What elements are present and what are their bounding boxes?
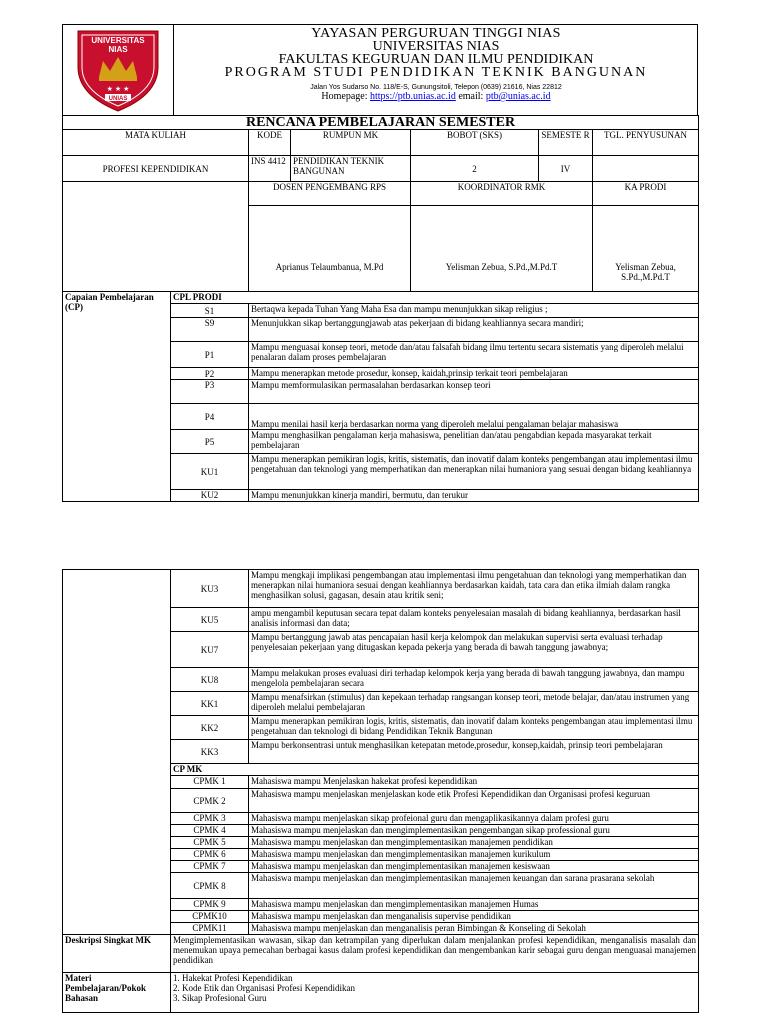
cpmk-text: Mahasiswa mampu menjelaskan dan mengimplementasikan pengembangan sikap professional guru bbox=[249, 825, 699, 837]
value-semester: IV bbox=[539, 156, 593, 182]
cpl-text: Mampu menafsirkan (stimulus) dan kepekaan terhadap rangsangan konsep teori, metode belajar, dan/atau instrumen yang diperoleh melalui pembelajaran bbox=[249, 692, 699, 716]
cpl-text: Bertaqwa kepada Tuhan Yang Maha Esa dan mampu menunjukkan sikap religius ; bbox=[249, 304, 699, 318]
materi-label: Materi Pembelajaran/Pokok Bahasan bbox=[63, 973, 171, 1013]
cpl-text: Mampu menunjukkan kinerja mandiri, bermutu, dan terukur bbox=[249, 490, 699, 502]
value-kode: INS 4412 bbox=[249, 156, 291, 182]
program-name: PROGRAM STUDI PENDIDIKAN TEKNIK BANGUNAN bbox=[224, 65, 648, 80]
value-rumpun: PENDIDIKAN TEKNIK BANGUNAN bbox=[291, 156, 411, 182]
value-mata-kuliah: PROFESI KEPENDIDIKAN bbox=[63, 156, 249, 182]
cpmk-text: Mahasiswa mampu menjelaskan sikap profeional guru dan mengaplikasikannya dalam profesi guru bbox=[249, 813, 699, 825]
cpl-text: Mampu mengkaji implikasi pengembangan atau implementasi ilmu pengetahuan dan teknologi yang memperhatikan dan menerapkan nilai humaniora sesuai dengan keahliannya berdasarkan kaidah, tata cara dan etika ilmiah dalam rangka menghasilkan solusi, gagasan, desain atau kritik seni; bbox=[249, 570, 699, 608]
cpl-code: S9 bbox=[171, 318, 249, 342]
cpmk-code: CPMK 3 bbox=[171, 813, 249, 825]
university-logo-icon bbox=[63, 25, 173, 115]
col-header-kode: KODE bbox=[249, 130, 291, 156]
cpl-text: Mampu berkonsentrasi untuk menghasilkan ketepatan metode,prosedur, konsep,kaidah, prinsip teori pembelajaran bbox=[249, 740, 699, 764]
cpl-code: P5 bbox=[171, 430, 249, 454]
foundation-name: YAYASAN PERGURUAN TINGGI NIAS bbox=[311, 26, 561, 41]
materi-item: 2. Kode Etik dan Organisasi Profesi Kependidikan bbox=[173, 983, 356, 993]
cpmk-code: CPMK 1 bbox=[171, 776, 249, 789]
cp-label-continued bbox=[63, 570, 171, 935]
cpl-text: Mampu memformulasikan permasalahan berdasarkan konsep teori bbox=[249, 380, 699, 404]
svg-text:★ ★ ★: ★ ★ ★ bbox=[106, 86, 130, 93]
col-header-tgl: TGL. PENYUSUNAN bbox=[593, 130, 699, 156]
cpl-code: KK3 bbox=[171, 740, 249, 764]
cpl-code: KK1 bbox=[171, 692, 249, 716]
rps-table-page1 bbox=[62, 115, 698, 502]
cp-label: Capaian Pembelajaran (CP) bbox=[63, 292, 171, 502]
cpl-text: Mampu menghasilkan pengalaman kerja mahasiswa, penelitian dan/atau pengabdian kepada masyarakat terkait pembelajaran bbox=[249, 430, 699, 454]
svg-text:NIAS: NIAS bbox=[108, 45, 128, 54]
cpl-code: KU1 bbox=[171, 454, 249, 490]
cpmk-code: CPMK 5 bbox=[171, 837, 249, 849]
email-link[interactable]: ptb@unias.ac.id bbox=[485, 91, 551, 102]
materi-item: 3. Sikap Profesional Guru bbox=[173, 993, 267, 1003]
cpl-code: P4 bbox=[171, 404, 249, 430]
sign-name-koordinator: Yelisman Zebua, S.Pd.,M.Pd.T bbox=[411, 262, 593, 292]
cpmk-code: CPMK 7 bbox=[171, 861, 249, 873]
cpl-code: KU8 bbox=[171, 668, 249, 692]
cpl-code: P2 bbox=[171, 368, 249, 380]
empty-sign-label bbox=[63, 182, 249, 292]
cpmk-text: Mahasiswa mampu menjelaskan dan mengimplementasikan manajemen kesiswaan bbox=[249, 861, 699, 873]
rps-table-page2 bbox=[62, 569, 698, 1013]
cpl-text: Menunjukkan sikap bertanggungjawab atas pekerjaan di bidang keahliannya secara mandiri; bbox=[249, 318, 699, 342]
cpl-text: Mampu menguasai konsep teori, metode dan/atau falsafah bidang ilmu tertentu secara sistematis yang diperoleh melalui penalaran dalam proses pembelajaran bbox=[249, 342, 699, 368]
email-label: email: bbox=[458, 91, 484, 102]
cpl-code: KU3 bbox=[171, 570, 249, 608]
svg-text:UNIAS: UNIAS bbox=[108, 96, 128, 102]
cpl-prodi-heading: CPL PRODI bbox=[171, 292, 699, 304]
cpmk-text: Mahasiswa mampu menjelaskan dan mengimplementasikan manajemen Humas bbox=[249, 899, 699, 911]
address: Jalan Yos Sudarso No. 118/E-S, Gunungsitoli, Telepon (0639) 21616, Nias 22812 bbox=[310, 84, 562, 91]
sign-header-kaprodi: KA PRODI bbox=[593, 182, 699, 206]
cpl-text: Mampu menilai hasil kerja berdasarkan norma yang diperoleh melalui pengalaman belajar mahasiswa bbox=[249, 404, 699, 430]
cpmk-text: Mahasiswa mampu menjelaskan dan mengimplementasikan manajemen kurikulum bbox=[249, 849, 699, 861]
sign-header-dosen: DOSEN PENGEMBANG RPS bbox=[249, 182, 411, 206]
contact-line bbox=[173, 92, 699, 102]
rps-title: RENCANA PEMBELAJARAN SEMESTER bbox=[63, 116, 699, 130]
cpl-code: KK2 bbox=[171, 716, 249, 740]
cpmk-code: CPMK 2 bbox=[171, 789, 249, 813]
university-name: UNIVERSITAS NIAS bbox=[372, 39, 500, 54]
cpl-text: Mampu menerapkan pemikiran logis, kritis, sistematis, dan inovatif dalam konteks pengembangan atau implementasi ilmu pengetahuan dan teknologi di bidang Pendidikan Teknik Bangunan bbox=[249, 716, 699, 740]
homepage-link[interactable]: https://ptb.unias.ac.id bbox=[370, 91, 456, 102]
cpmk-text: Mahasiswa mampu menjelaskan dan mengimplementasikan manajemen keuangan dan sarana prasarana sekolah bbox=[249, 873, 699, 899]
cpl-code: P3 bbox=[171, 380, 249, 404]
materi-list bbox=[171, 973, 699, 1013]
faculty-name: FAKULTAS KEGURUAN DAN ILMU PENDIDIKAN bbox=[278, 52, 594, 67]
cpl-text: ampu mengambil keputusan secara tepat dalam konteks penyelesaian masalah di bidang keahliannya, berdasarkan hasil analisis informasi dan data; bbox=[249, 608, 699, 632]
materi-item: 1. Hakekat Profesi Kependidikan bbox=[173, 973, 293, 983]
col-header-mata-kuliah: MATA KULIAH bbox=[63, 130, 249, 156]
deskripsi-text: Mengimplementasikan wawasan, sikap dan ketrampilan yang diperlukan dalam menjalankan profesi kependidikan, menganalisis masalah dan menemukan upaya pemecahan berbagai kasus dalam profesi kependidikan dan mengembankan karir sebagai guru dengan menguasai manajemen pendidikan bbox=[171, 935, 699, 973]
cpmk-code: CPMK 4 bbox=[171, 825, 249, 837]
cpl-code: P1 bbox=[171, 342, 249, 368]
cpmk-text: Mahasiswa mampu Menjelaskan hakekat profesi kependidikan bbox=[249, 776, 699, 789]
logo-cell bbox=[63, 25, 174, 115]
cpl-text: Mampu melakukan proses evaluasi diri terhadap kelompok kerja yang berada di bawah tanggung jawabnya, dan mampu mengelola pembelajaran secara bbox=[249, 668, 699, 692]
header-text bbox=[173, 25, 699, 102]
col-header-bobot: BOBOT (SKS) bbox=[411, 130, 539, 156]
homepage-label: Homepage: bbox=[321, 91, 368, 102]
cpmk-text: Mahasiswa mampu menjelaskan dan mengimplementasikan manajemen pendidikan bbox=[249, 837, 699, 849]
cpmk-code: CPMK 6 bbox=[171, 849, 249, 861]
cpmk-text: Mahasiswa mampu menjelaskan dan menganalisis supervise pendidikan bbox=[249, 911, 699, 923]
cpmk-code: CPMK 9 bbox=[171, 899, 249, 911]
col-header-semester: SEMESTE R bbox=[539, 130, 593, 156]
value-bobot: 2 bbox=[411, 156, 539, 182]
cpmk-code: CPMK10 bbox=[171, 911, 249, 923]
document-header bbox=[62, 24, 698, 116]
sign-name-kaprodi: Yelisman Zebua, S.Pd.,M.Pd.T bbox=[593, 262, 699, 292]
value-tgl bbox=[593, 156, 699, 182]
cpmk-code: CPMK11 bbox=[171, 923, 249, 935]
cpmk-code: CPMK 8 bbox=[171, 873, 249, 899]
deskripsi-label: Deskripsi Singkat MK bbox=[63, 935, 171, 973]
cpl-text: Mampu menerapkan metode prosedur, konsep, kaidah,prinsip terkait teori pembelajaran bbox=[249, 368, 699, 380]
cpl-code: KU7 bbox=[171, 632, 249, 668]
cp-mk-heading: CP MK bbox=[171, 764, 699, 776]
cpl-code: S1 bbox=[171, 304, 249, 318]
svg-text:UNIVERSITAS: UNIVERSITAS bbox=[91, 36, 145, 45]
cpl-code: KU5 bbox=[171, 608, 249, 632]
cpmk-text: Mahasiswa mampu menjelaskan menjelaskan kode etik Profesi Kependidikan dan Organisasi profesi keguruan bbox=[249, 789, 699, 813]
cpmk-text: Mahasiswa mampu menjelaskan dan menganalisis peran Bimbingan & Konseling di Sekolah bbox=[249, 923, 699, 935]
cpl-code: KU2 bbox=[171, 490, 249, 502]
col-header-rumpun: RUMPUN MK bbox=[291, 130, 411, 156]
sign-name-dosen: Aprianus Telaumbanua, M.Pd bbox=[249, 262, 411, 292]
cpl-text: Mampu bertanggung jawab atas pencapaian hasil kerja kelompok dan melakukan supervisi serta evaluasi terhadap penyelesaian pekerjaan yang ditugaskan kepada pekerja yang berada di bawah tanggung jawabnya; bbox=[249, 632, 699, 668]
sign-header-koordinator: KOORDINATOR RMK bbox=[411, 182, 593, 206]
cpl-text: Mampu menerapkan pemikiran logis, kritis, sistematis, dan inovatif dalam konteks pengembangan atau implementasi ilmu pengetahuan dan teknologi yang memperhatikan dan menerapkan nilai humaniora yang sesuai dengan bidang keahliannya bbox=[249, 454, 699, 490]
